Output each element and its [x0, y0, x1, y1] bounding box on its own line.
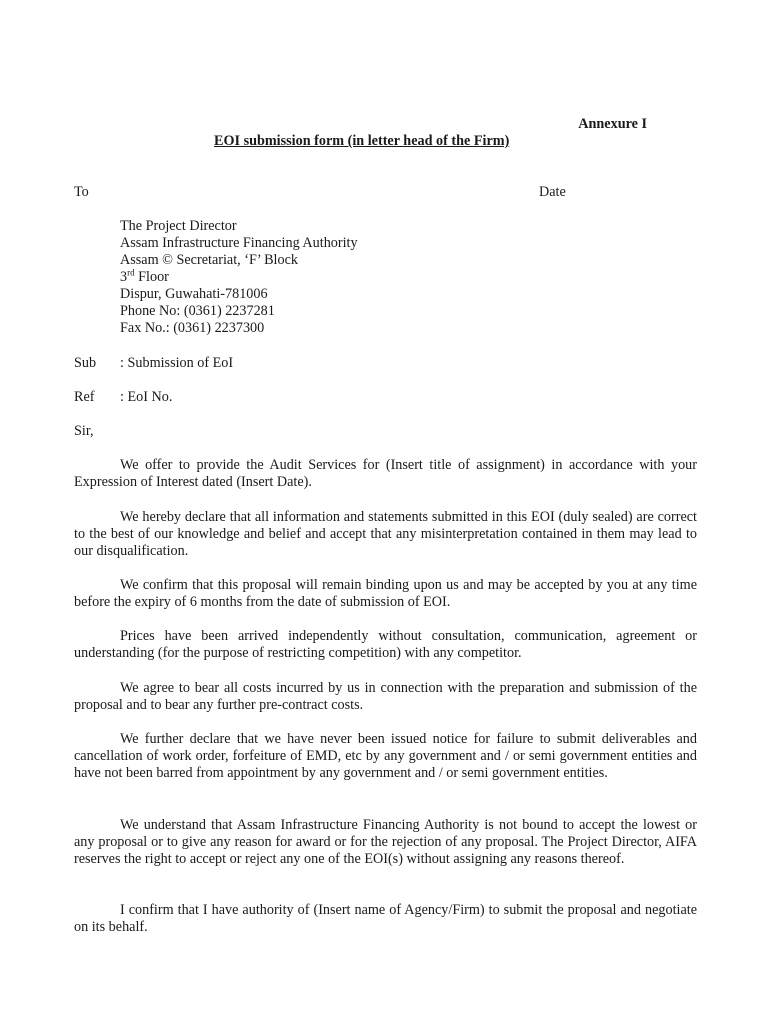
document-page: [74, 0, 697, 1024]
body-paragraph: We further declare that we have never been issued notice for failure to submit deliverables and cancellation of work order, forfeiture of EMD, etc by any government and / or semi government entities and have not been barred from appointment by any government and / or semi government entities.: [74, 731, 697, 781]
to-label: To: [74, 184, 89, 200]
address-line: Dispur, Guwahati-781006: [120, 286, 268, 302]
address-line: Assam © Secretariat, ‘F’ Block: [120, 252, 298, 268]
floor-number: 3: [120, 269, 128, 285]
reference-value: : EoI No.: [120, 389, 173, 405]
address-line-floor: [120, 269, 358, 286]
address-line: Assam Infrastructure Financing Authority: [120, 235, 358, 251]
annexure-label: Annexure I: [578, 116, 647, 132]
body-paragraph: We offer to provide the Audit Services for (Insert title of assignment) in accordance with your Expression of Interest dated (Insert Date).: [74, 457, 697, 490]
date-label: Date: [539, 184, 566, 200]
address-line: The Project Director: [120, 218, 237, 234]
address-line: Fax No.: (0361) 2237300: [120, 320, 265, 336]
body-paragraph: We confirm that this proposal will remain binding upon us and may be accepted by you at any time before the expiry of 6 months from the date of submission of EOI.: [74, 577, 697, 610]
floor-word: Floor: [134, 269, 169, 285]
floor-ordinal: rd: [127, 267, 135, 278]
form-title: EOI submission form (in letter head of the Firm): [214, 133, 510, 149]
body-paragraph: I confirm that I have authority of (Insert name of Agency/Firm) to submit the proposal and negotiate on its behalf.: [74, 902, 697, 935]
salutation: Sir,: [74, 423, 94, 439]
body-paragraph: We hereby declare that all information and statements submitted in this EOI (duly sealed) are correct to the best of our knowledge and belief and accept that any misinterpretation contained in them may lead to our disqualification.: [74, 509, 697, 559]
body-paragraph: We understand that Assam Infrastructure Financing Authority is not bound to accept the lowest or any proposal or to give any reason for award or for the rejection of any proposal. The Project Director, AIFA reserves the right to accept or reject any one of the EOI(s) without assigning any reasons thereof.: [74, 817, 697, 867]
subject-label: Sub: [74, 355, 97, 371]
body-paragraph: We agree to bear all costs incurred by us in connection with the preparation and submission of the proposal and to bear any further pre-contract costs.: [74, 680, 697, 713]
address-line: Phone No: (0361) 2237281: [120, 303, 275, 319]
reference-label: Ref: [74, 389, 95, 405]
subject-value: : Submission of EoI: [120, 355, 234, 371]
body-paragraph: Prices have been arrived independently without consultation, communication, agreement or understanding (for the purpose of restricting competition) with any competitor.: [74, 628, 697, 661]
recipient-address: [120, 218, 358, 337]
